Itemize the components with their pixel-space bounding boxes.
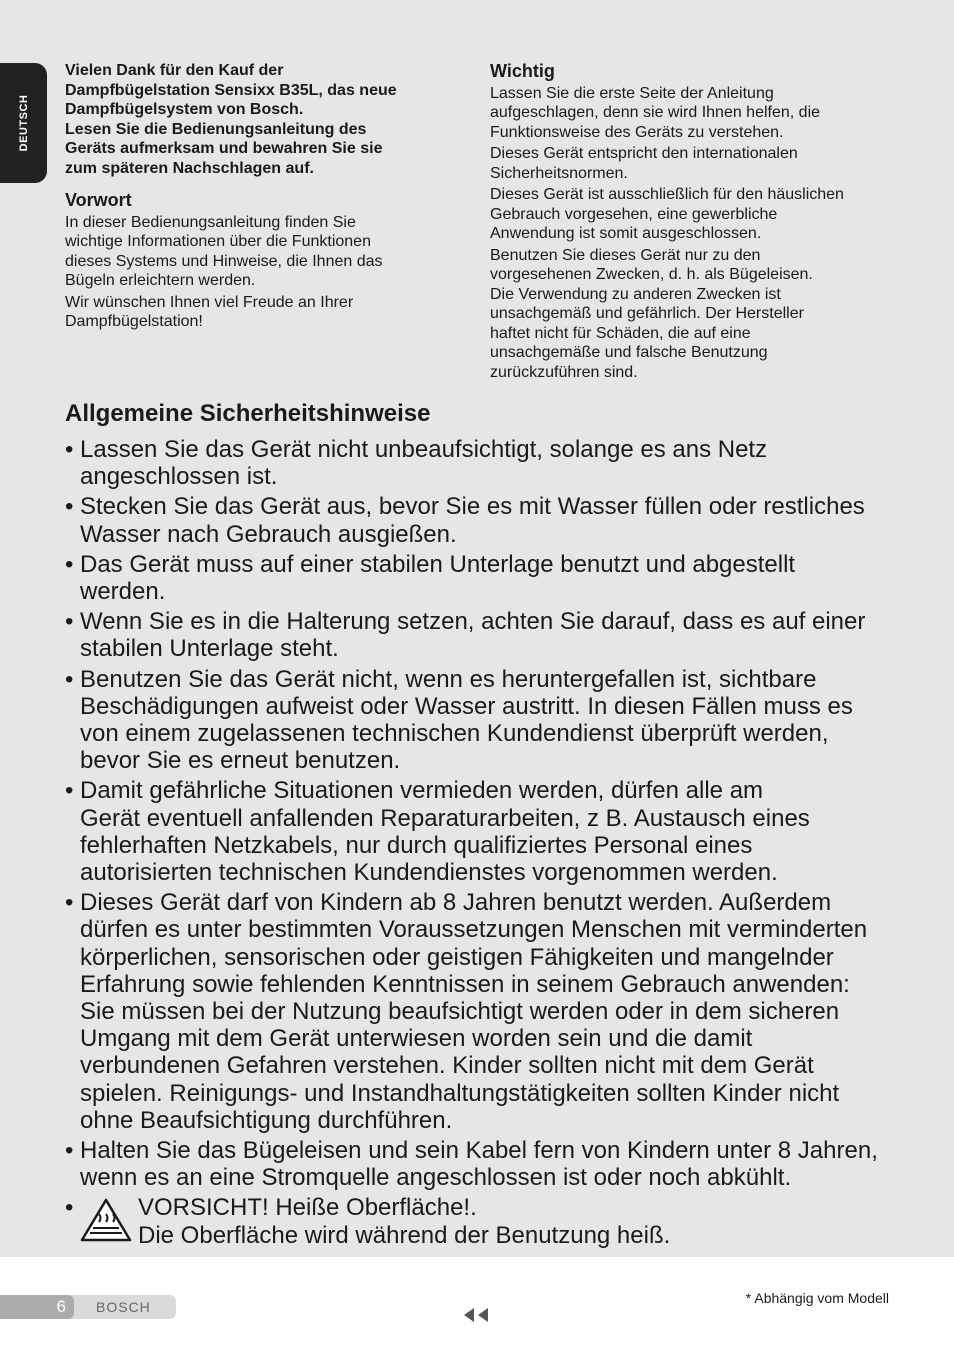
safety-section-title: Allgemeine Sicherheitshinweise (65, 400, 431, 427)
list-item: • Benutzen Sie das Gerät nicht, wenn es heruntergefallen ist, sichtbare Beschädigungen aufweist oder Wasser austritt. In diesen Fällen muss es von einem zugelassenen technischen Kundendienst überprüft werden, bevor Sie es erneut benutzen. (65, 665, 853, 775)
important-paragraph: Dieses Gerät ist ausschließlich für den häuslichen Gebrauch vorgesehen, eine gewerbliche Anwendung ist somit ausgeschlossen. (490, 186, 844, 242)
warning-item (65, 1194, 895, 1248)
brand-label: BOSCH (96, 1299, 151, 1315)
important-paragraph: Benutzen Sie dieses Gerät nur zu den vorgesehenen Zwecken, d. h. als Bügeleisen. Die Verwendung zu anderen Zwecken ist unsachgemäß und gefährlich. Der Hersteller haftet nicht für Schäden, die auf eine unsachgemäße und falsche Benutzung zurückzuführen sind. (490, 246, 813, 381)
list-item: • Lassen Sie das Gerät nicht unbeaufsichtigt, solange es ans Netz angeschlossen ist. (65, 436, 768, 491)
list-item: • Stecken Sie das Gerät aus, bevor Sie es mit Wasser füllen oder restliches Wasser nach Gebrauch ausgießen. (65, 493, 865, 548)
bullet-marker: • (65, 608, 74, 636)
hot-surface-warning-icon (80, 1198, 132, 1242)
bullet-marker: • (65, 436, 74, 463)
vorwort-text: In dieser Bedienungsanleitung finden Sie wichtige Informationen über die Funktionen dieses Systems und Hinweise, die Ihnen das Bügeln erleichtern werden. (65, 213, 383, 289)
bullet-marker: • (65, 665, 74, 693)
bullet-marker: • (65, 1194, 74, 1222)
read-manual-text: Lesen Sie die Bedienungsanleitung des Geräts aufmerksam und bewahren Sie sie zum späteren Nachschlagen auf. (65, 120, 383, 177)
list-item: • Halten Sie das Bügeleisen und sein Kabel fern von Kindern unter 8 Jahren, wenn es an eine Stromquelle angeschlossen ist oder noch abkühlt. (65, 1137, 878, 1192)
thanks-text: Vielen Dank für den Kauf der Dampfbügelstation Sensixx B35L, das neue Dampfbügelsystem von Bosch. (65, 62, 397, 118)
list-item: • Dieses Gerät darf von Kindern ab 8 Jahren benutzt werden. Außerdem dürfen es unter bestimmten Voraussetzungen Menschen mit verminderten körperlichen, sensorischen oder geistigen Fähigkeiten und mangelnder Erfahrung sowie fehlenden Kenntnissen in seinem Gebrauch anwenden: Sie müssen bei der Nutzung beaufsichtigt werden oder in dem sicheren Umgang mit dem Gerät unterwiesen worden sein und die damit verbundenen Gefahren verstehen. Kinder sollten nicht mit dem Gerät spielen. Reinigungs- und Instandhaltungstätigkeiten sollten Kinder nicht ohne Beaufsichtigung durchführen. (65, 889, 868, 1134)
important-heading: Wichtig (490, 61, 555, 81)
bullet-marker: • (65, 550, 74, 578)
warning-title: VORSICHT! Heiße Oberfläche!. (138, 1194, 477, 1222)
list-item: • Damit gefährliche Situationen vermieden werden, dürfen alle am Gerät eventuell anfallenden Reparaturarbeiten, z B. Austausch eines fehlerhaften Netzkabels, nur durch qualifiziertes Personal eines autorisierten technischen Kundendienstes vorgenommen werden. (65, 777, 810, 887)
page-number: 6 (0, 1295, 74, 1319)
model-footnote: * Abhängig vom Modell (745, 1290, 889, 1306)
intro-column (65, 61, 460, 334)
important-paragraph: Dieses Gerät entspricht den internationalen Sicherheitsnormen. (490, 145, 798, 182)
bullet-marker: • (65, 1137, 74, 1165)
double-left-arrow-icon[interactable] (462, 1306, 490, 1324)
bullet-marker: • (65, 777, 74, 805)
warning-text: Die Oberfläche wird während der Benutzung heiß. (138, 1221, 671, 1249)
wish-text: Wir wünschen Ihnen viel Freude an Ihrer Dampfbügelstation! (65, 293, 354, 330)
language-label: DEUTSCH (17, 94, 30, 152)
bullet-marker: • (65, 889, 74, 917)
language-side-tab (0, 63, 47, 183)
important-paragraph: Lassen Sie die erste Seite der Anleitung aufgeschlagen, denn sie wird Ihnen helfen, die Funktionsweise des Geräts zu verstehen. (490, 84, 821, 141)
safety-bullet-list (65, 436, 895, 1252)
important-column (490, 62, 900, 384)
list-item: • Wenn Sie es in die Halterung setzen, achten Sie darauf, dass es auf einer stabilen Unterlage steht. (65, 608, 866, 663)
bullet-marker: • (65, 493, 74, 521)
vorwort-heading: Vorwort (65, 190, 132, 210)
list-item: • Das Gerät muss auf einer stabilen Unterlage benutzt und abgestellt werden. (65, 550, 796, 606)
